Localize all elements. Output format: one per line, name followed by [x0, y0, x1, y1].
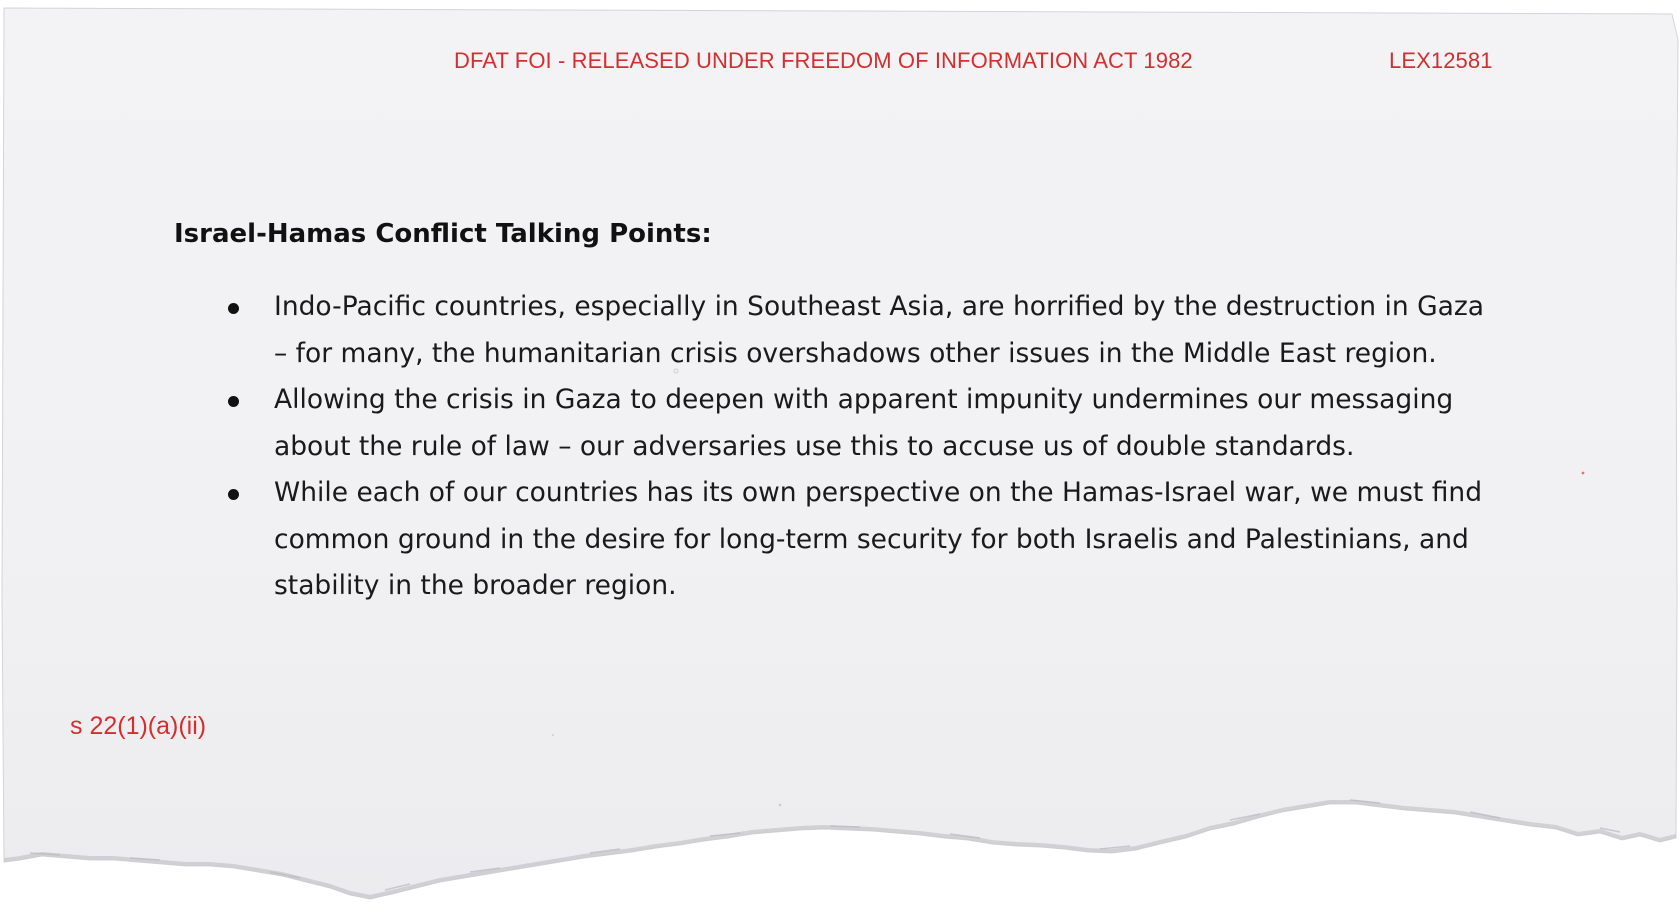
paper-speck [1582, 472, 1585, 475]
document-title: Israel-Hamas Conflict Talking Points: [174, 219, 712, 249]
list-item-text: Indo-Pacific countries, especially in Southeast Asia, are horrified by the destruction in Gaza – for many, the humanitarian crisis overshadows other issues in the Middle East region. [274, 291, 1485, 369]
list-item-text: Allowing the crisis in Gaza to deepen with apparent impunity undermines our messaging about the rule of law – our adversaries use this to accuse us of double standards. [274, 384, 1454, 462]
paper-speck [779, 804, 781, 806]
list-item [274, 284, 1494, 377]
redaction-exemption-label: s 22(1)(a)(ii) [70, 712, 207, 740]
bullet-icon [228, 489, 239, 500]
talking-points-list [274, 284, 1494, 610]
paper-speck [552, 734, 554, 736]
bullet-icon [228, 303, 239, 314]
list-item [274, 377, 1494, 470]
foi-release-notice: DFAT FOI - RELEASED UNDER FREEDOM OF INFORMATION ACT 1982 [454, 48, 1193, 73]
list-item [274, 470, 1494, 610]
foi-reference-number: LEX12581 [1389, 48, 1493, 73]
list-item-text: While each of our countries has its own perspective on the Hamas-Israel war, we must find common ground in the desire for long-term security for both Israelis and Palestinians, and stability in the broader region. [274, 477, 1483, 601]
bullet-icon [228, 396, 239, 407]
